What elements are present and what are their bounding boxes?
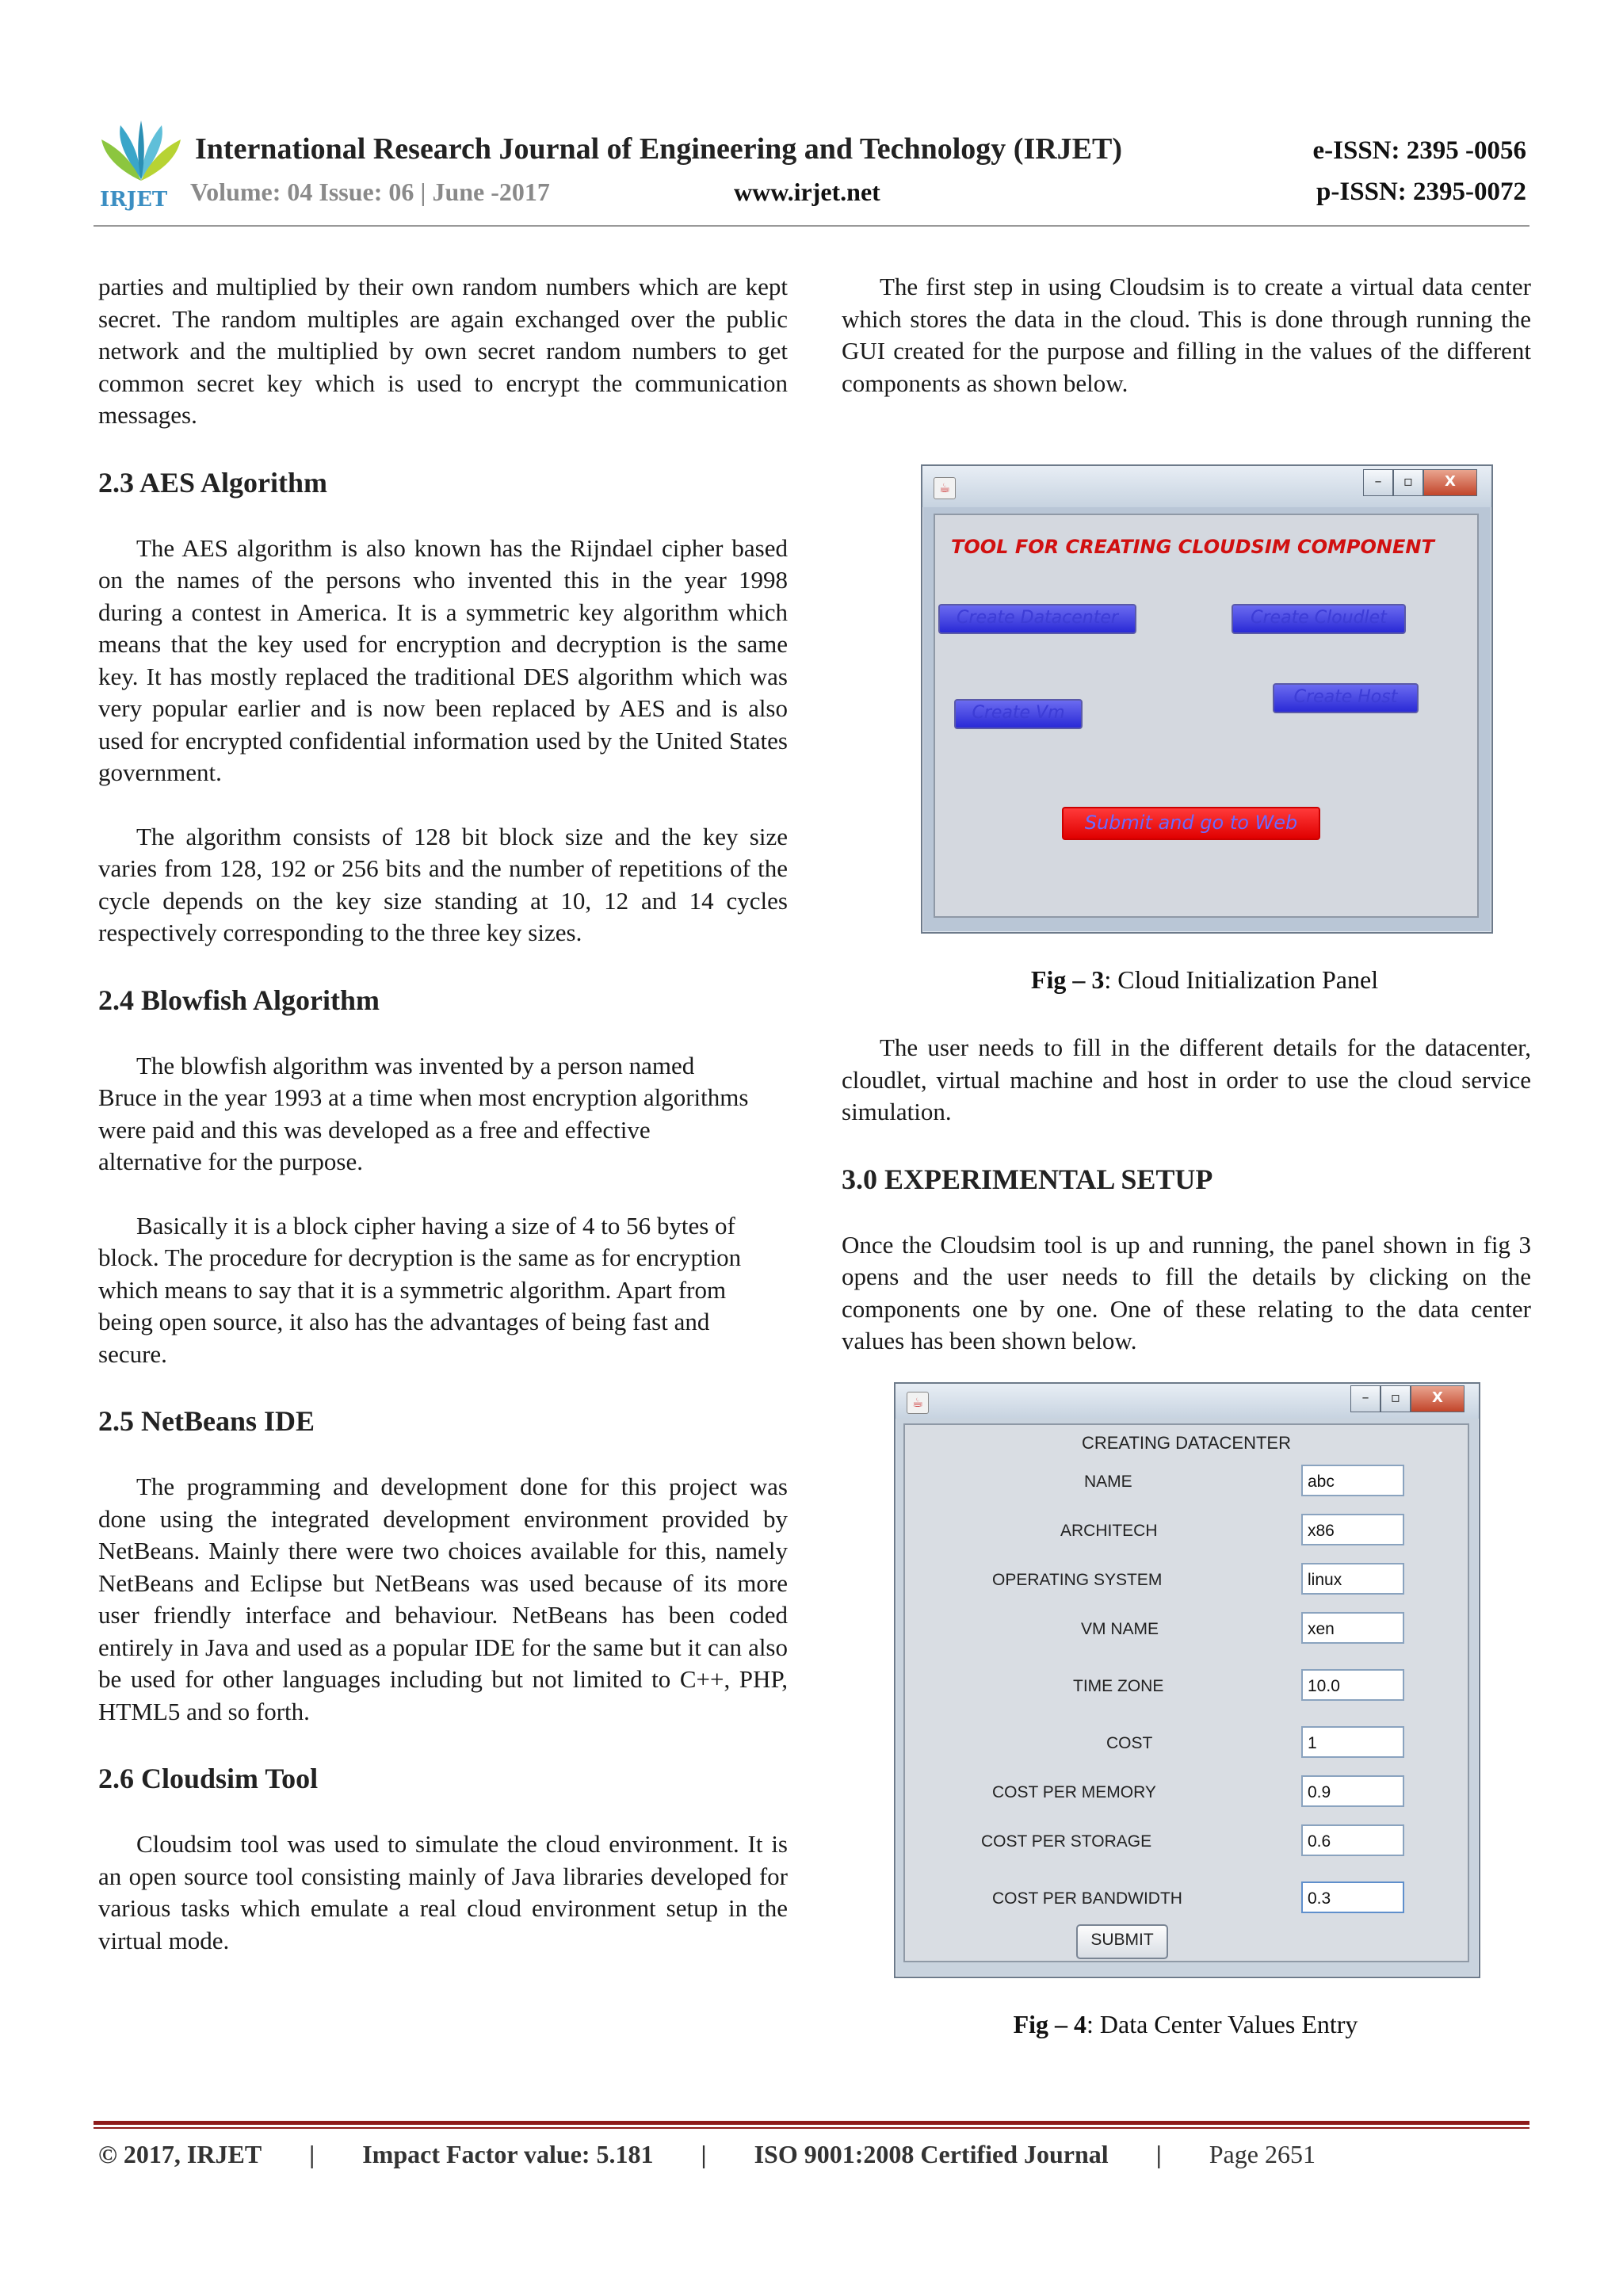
journal-title: International Research Journal of Engineering and Technology (IRJET): [195, 132, 1123, 166]
footer-separator: |: [1155, 2140, 1162, 2168]
label-cost: COST: [1106, 1734, 1153, 1752]
paragraph: The user needs to fill in the different details for the datacenter, cloudlet, virtual machine and host in order to use the cloud service simulation.: [842, 1033, 1531, 1125]
window-client: [934, 514, 1479, 918]
paragraph: Once the Cloudsim tool is up and running, the panel shown in fig 3 opens and the user needs to fill the details by clicking on the components one by one. One of these relating to the data center values has been shown below.: [842, 1230, 1531, 1354]
create-datacenter-button[interactable]: Create Datacenter: [938, 604, 1136, 634]
maximize-button[interactable]: ▫: [1393, 469, 1423, 496]
svg-text:IRJET: IRJET: [100, 188, 168, 212]
footer-page: Page 2651: [1209, 2140, 1316, 2168]
footer: [98, 2140, 1525, 2169]
section-heading-netbeans: 2.5 NetBeans IDE: [98, 1405, 315, 1437]
close-button[interactable]: X: [1411, 1385, 1465, 1412]
name-field[interactable]: abc: [1301, 1465, 1404, 1496]
java-app-icon: ☕: [907, 1392, 929, 1414]
pissn: p-ISSN: 2395-0072: [1316, 178, 1526, 206]
paragraph: Cloudsim tool was used to simulate the cloud environment. It is an open source tool consisting mainly of Java libraries developed for various tasks which emulate a real cloud environment setup in the virtual mode.: [98, 1830, 788, 1954]
footer-iso: ISO 9001:2008 Certified Journal: [754, 2140, 1109, 2168]
left-column: [98, 271, 788, 1957]
submit-button[interactable]: SUBMIT: [1076, 1924, 1168, 1959]
section-heading-cloudsim: 2.6 Cloudsim Tool: [98, 1763, 319, 1794]
footer-separator: |: [309, 2140, 315, 2168]
eissn: e-ISSN: 2395 -0056: [1312, 136, 1526, 165]
create-host-button[interactable]: Create Host: [1273, 683, 1419, 713]
window-controls: [1350, 1385, 1465, 1412]
window-client: [903, 1423, 1469, 1962]
tool-heading: TOOL FOR CREATING CLOUDSIM COMPONENT: [951, 536, 1434, 558]
label-cost-per-bandwidth: COST PER BANDWIDTH: [992, 1889, 1182, 1908]
section-heading-setup: 3.0 EXPERIMENTAL SETUP: [842, 1163, 1213, 1195]
right-column: [842, 271, 1531, 399]
label-vm-name: VM NAME: [1081, 1620, 1159, 1638]
form-heading: CREATING DATACENTER: [1081, 1433, 1291, 1453]
label-cost-per-storage: COST PER STORAGE: [981, 1832, 1152, 1851]
create-cloudlet-button[interactable]: Create Cloudlet: [1232, 604, 1406, 634]
paragraph: Basically it is a block cipher having a size of 4 to 56 bytes of block. The procedure for decryption is the same as for encryption which means to say that it is a symmetric algorithm. Apart from being open source, it also has the advantages of being fast and secure.: [98, 1211, 742, 1368]
window-titlebar: [896, 1384, 1479, 1419]
leaf-icon: [101, 120, 181, 181]
website-link[interactable]: www.irjet.net: [734, 178, 880, 206]
window-titlebar: [922, 466, 1491, 507]
minimize-button[interactable]: –: [1350, 1385, 1381, 1412]
label-architech: ARCHITECH: [1060, 1522, 1158, 1540]
label-operating-system: OPERATING SYSTEM: [992, 1571, 1163, 1589]
paragraph: The blowfish algorithm was invented by a person named Bruce in the year 1993 at a time when most encryption algorithms were paid and this was developed as a free and effective alternative for the purpose.: [98, 1051, 749, 1175]
maximize-button[interactable]: ▫: [1381, 1385, 1411, 1412]
section-heading-blowfish: 2.4 Blowfish Algorithm: [98, 984, 380, 1016]
paragraph: The algorithm consists of 128 bit block size and the key size varies from 128, 192 or 256 bits and the number of repetitions of the cycle depends on the key size standing at 10, 12 and 14 cycles respectively corresponding to the three key sizes.: [98, 822, 788, 946]
label-cost-per-memory: COST PER MEMORY: [992, 1783, 1156, 1801]
footer-impact: Impact Factor value: 5.181: [362, 2140, 654, 2168]
operating-system-field[interactable]: linux: [1301, 1563, 1404, 1595]
fig4-caption: Fig – 4: Data Center Values Entry: [1013, 2010, 1358, 2038]
footer-copyright: © 2017, IRJET: [98, 2140, 262, 2168]
java-app-icon: ☕: [934, 477, 956, 499]
right-column-continued: [842, 1032, 1531, 1358]
cost-per-storage-field[interactable]: 0.6: [1301, 1824, 1404, 1856]
footer-separator: |: [701, 2140, 707, 2168]
paragraph: The first step in using Cloudsim is to create a virtual data center which stores the data in the cloud. This is done through running the GUI created for the purpose and filling in the values of the different components as shown below.: [842, 273, 1531, 397]
irjet-logo: [94, 117, 189, 212]
footer-rule: [94, 2121, 1529, 2125]
fig3-caption: Fig – 3: Cloud Initialization Panel: [1030, 965, 1379, 994]
close-button[interactable]: X: [1423, 469, 1477, 496]
create-vm-button[interactable]: Create Vm: [954, 699, 1083, 729]
cloud-init-window: [921, 464, 1493, 934]
vm-name-field[interactable]: xen: [1301, 1612, 1404, 1644]
paragraph: The AES algorithm is also known has the Rijndael cipher based on the names of the persons who invented this in the year 1998 during a contest in America. It is a symmetric key algorithm which means that the key used for encryption and decryption is the same key. It has mostly replaced the traditional DES algorithm which was very popular earlier and is now been replaced by AES and is also used for encrypted confidential information used by the United States government.: [98, 533, 788, 786]
window-controls: [1363, 469, 1477, 496]
cost-per-bandwidth-field[interactable]: 0.3: [1301, 1881, 1404, 1913]
label-name: NAME: [1084, 1473, 1132, 1491]
header-divider: [94, 225, 1529, 227]
volume-issue: Volume: 04 Issue: 06 | June -2017: [190, 178, 550, 206]
minimize-button[interactable]: –: [1363, 469, 1393, 496]
label-time-zone: TIME ZONE: [1073, 1677, 1164, 1695]
time-zone-field[interactable]: 10.0: [1301, 1669, 1404, 1701]
architech-field[interactable]: x86: [1301, 1514, 1404, 1545]
paragraph: The programming and development done for this project was done using the integrated development environment provided by NetBeans. Mainly there were two choices available for this, namely NetBeans and Eclipse but NetBeans was used because of its more user friendly interface and behaviour. NetBeans has been coded entirely in Java and used as a popular IDE for the same but it can also be used for other languages including but not limited to C++, PHP, HTML5 and so forth.: [98, 1473, 788, 1725]
paragraph: parties and multiplied by their own random numbers which are kept secret. The random multiples are again exchanged over the public network and the multiplied by own secret random numbers to get common secret key which is used to encrypt the communication messages.: [98, 273, 788, 429]
cost-field[interactable]: 1: [1301, 1726, 1404, 1758]
footer-rule-thin: [94, 2127, 1529, 2129]
submit-go-web-button[interactable]: Submit and go to Web: [1062, 807, 1320, 840]
cost-per-memory-field[interactable]: 0.9: [1301, 1775, 1404, 1807]
datacenter-window: [894, 1382, 1480, 1978]
section-heading-aes: 2.3 AES Algorithm: [98, 466, 328, 499]
